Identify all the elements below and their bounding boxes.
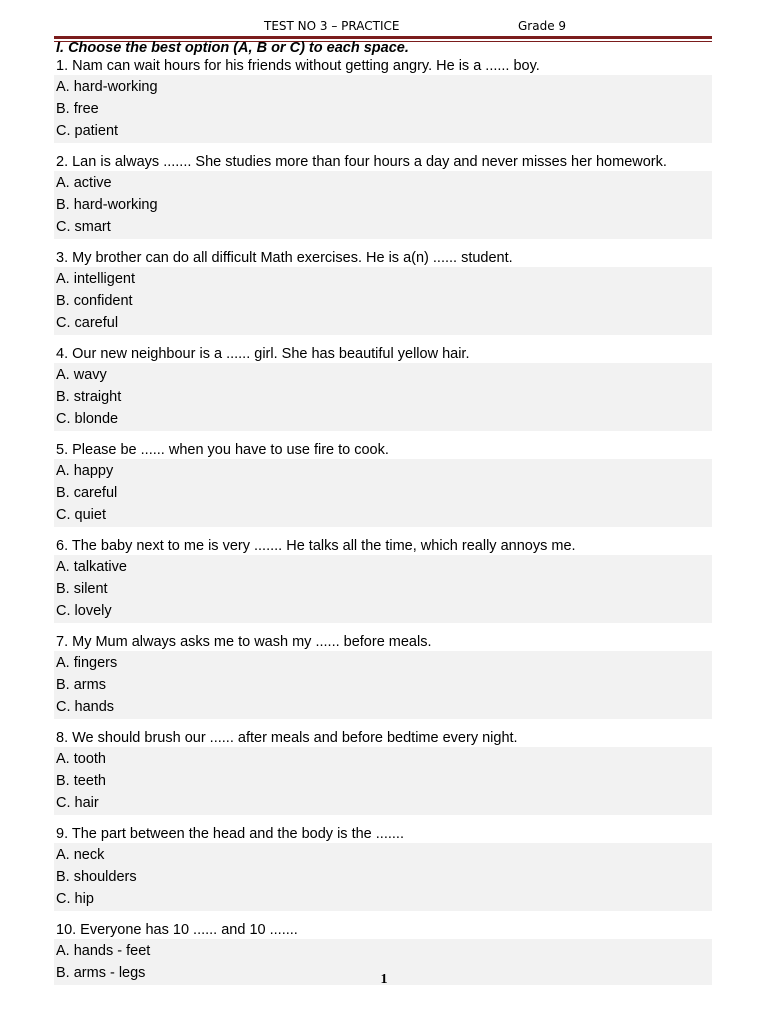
answer-option-a[interactable]: A. intelligent: [56, 271, 135, 287]
page-header: [0, 17, 768, 35]
exercise-content: [54, 40, 712, 985]
answer-option-a[interactable]: A. wavy: [56, 367, 107, 383]
question-5: [54, 441, 712, 537]
question-spacer: [54, 815, 712, 825]
question-stem: 3. My brother can do all difficult Math exercises. He is a(n) ...... student.: [56, 250, 513, 266]
question-stem: 7. My Mum always asks me to wash my ...... before meals.: [56, 634, 432, 650]
question-9: [54, 825, 712, 921]
question-spacer: [54, 719, 712, 729]
answer-option-b[interactable]: B. free: [56, 101, 99, 117]
option-list: [54, 459, 712, 527]
page-number: 1: [380, 972, 388, 987]
answer-option-c[interactable]: C. smart: [56, 219, 111, 235]
answer-option-c[interactable]: C. hands: [56, 699, 115, 715]
question-stem: 10. Everyone has 10 ...... and 10 .......: [56, 922, 298, 938]
option-list: [54, 171, 712, 239]
question-spacer: [54, 911, 712, 921]
answer-option-a[interactable]: A. neck: [56, 847, 105, 863]
grade-label: Grade 9: [518, 19, 567, 33]
question-list: [54, 57, 712, 985]
header-rule-thick: [54, 36, 712, 39]
answer-option-a[interactable]: A. hands - feet: [56, 943, 151, 959]
question-stem: 9. The part between the head and the body is the .......: [56, 826, 404, 842]
question-4: [54, 345, 712, 441]
answer-option-a[interactable]: A. active: [56, 175, 112, 191]
answer-option-b[interactable]: B. careful: [56, 485, 118, 501]
question-spacer: [54, 143, 712, 153]
section-instruction: I. Choose the best option (A, B or C) to each space.: [56, 40, 409, 56]
answer-option-b[interactable]: B. arms: [56, 677, 106, 693]
question-stem: 5. Please be ...... when you have to use fire to cook.: [56, 442, 389, 458]
question-2: [54, 153, 712, 249]
question-stem: 6. The baby next to me is very ....... He talks all the time, which really annoys me.: [56, 538, 576, 554]
answer-option-a[interactable]: A. hard-working: [56, 79, 158, 95]
answer-option-b[interactable]: B. arms - legs: [56, 965, 146, 981]
option-list: [54, 651, 712, 719]
answer-option-b[interactable]: B. confident: [56, 293, 133, 309]
answer-option-c[interactable]: C. blonde: [56, 411, 119, 427]
question-spacer: [54, 623, 712, 633]
option-list: [54, 267, 712, 335]
answer-option-a[interactable]: A. talkative: [56, 559, 127, 575]
question-7: [54, 633, 712, 729]
test-title: TEST NO 3 – PRACTICE: [264, 19, 400, 33]
question-spacer: [54, 431, 712, 441]
question-6: [54, 537, 712, 633]
option-list: [54, 75, 712, 143]
question-1: [54, 57, 712, 153]
question-spacer: [54, 239, 712, 249]
answer-option-a[interactable]: A. happy: [56, 463, 114, 479]
answer-option-c[interactable]: C. hip: [56, 891, 94, 907]
option-list: [54, 747, 712, 815]
question-spacer: [54, 335, 712, 345]
answer-option-b[interactable]: B. shoulders: [56, 869, 137, 885]
answer-option-b[interactable]: B. silent: [56, 581, 108, 597]
option-list: [54, 555, 712, 623]
question-stem: 8. We should brush our ...... after meals and before bedtime every night.: [56, 730, 518, 746]
answer-option-b[interactable]: B. straight: [56, 389, 122, 405]
answer-option-a[interactable]: A. tooth: [56, 751, 106, 767]
answer-option-c[interactable]: C. lovely: [56, 603, 112, 619]
answer-option-c[interactable]: C. careful: [56, 315, 119, 331]
question-stem: 2. Lan is always ....... She studies more than four hours a day and never misses her homework.: [56, 154, 667, 170]
answer-option-b[interactable]: B. hard-working: [56, 197, 158, 213]
question-stem: 1. Nam can wait hours for his friends without getting angry. He is a ...... boy.: [56, 58, 540, 74]
option-list: [54, 363, 712, 431]
option-list: [54, 843, 712, 911]
question-spacer: [54, 527, 712, 537]
question-stem: 4. Our new neighbour is a ...... girl. She has beautiful yellow hair.: [56, 346, 470, 362]
answer-option-b[interactable]: B. teeth: [56, 773, 106, 789]
answer-option-a[interactable]: A. fingers: [56, 655, 118, 671]
question-8: [54, 729, 712, 825]
question-3: [54, 249, 712, 345]
answer-option-c[interactable]: C. hair: [56, 795, 99, 811]
answer-option-c[interactable]: C. patient: [56, 123, 119, 139]
answer-option-c[interactable]: C. quiet: [56, 507, 106, 523]
